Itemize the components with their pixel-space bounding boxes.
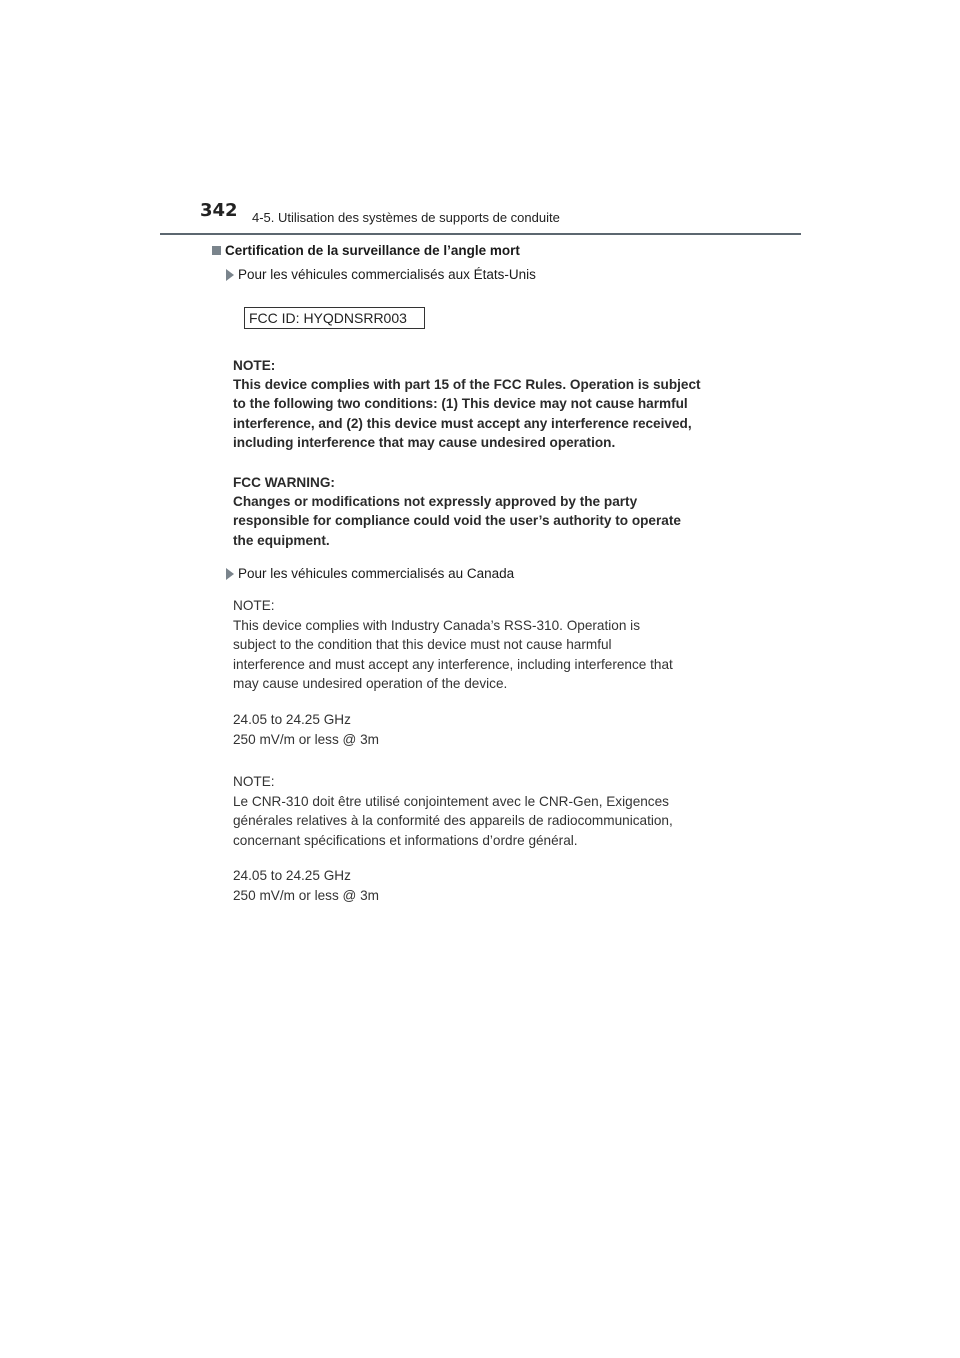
square-bullet-icon — [212, 246, 221, 255]
fcc-warning-line: Changes or modifications not expressly approved by the party — [233, 494, 638, 510]
spec-line: 24.05 to 24.25 GHz — [233, 712, 351, 727]
spec-line: 250 mV/m or less @ 3m — [233, 887, 380, 903]
section-heading-text: Certification de la surveillance de l’angle mort — [225, 243, 520, 258]
section-title: 4-5. Utilisation des systèmes de supports de conduite — [252, 210, 560, 225]
fcc-note-line: to the following two conditions: (1) This device may not cause harmful — [233, 396, 688, 412]
canada-intro — [226, 566, 514, 581]
usa-intro-text: Pour les véhicules commercialisés aux États-Unis — [238, 267, 536, 282]
page-header — [200, 200, 800, 236]
fcc-id-label: FCC ID: HYQDNSRR003 — [244, 307, 425, 329]
ic-note-line: Le CNR-310 doit être utilisé conjointement avec le CNR-Gen, Exigences — [233, 793, 669, 809]
section-heading — [212, 243, 520, 258]
ic-note-english — [233, 596, 673, 694]
fcc-note-line: including interference that may cause undesired operation. — [233, 434, 616, 450]
ic-note-line: subject to the condition that this device must not cause harmful — [233, 637, 612, 652]
canada-intro-text: Pour les véhicules commercialisés au Canada — [238, 566, 515, 581]
ic-note-line: may cause undesired operation of the device. — [233, 676, 508, 691]
fcc-note-line: This device complies with part 15 of the FCC Rules. Operation is subject — [233, 377, 701, 393]
usa-intro — [226, 267, 536, 282]
frequency-spec-1 — [233, 710, 379, 749]
fcc-warning-line: responsible for compliance could void the user’s authority to operate — [233, 513, 681, 529]
header-divider — [160, 233, 801, 235]
ic-note-french — [233, 772, 673, 850]
page-number: 342 — [200, 200, 238, 221]
ic-note-line: interference and must accept any interference, including interference that — [233, 656, 673, 672]
fcc-note-line: interference, and (2) this device must accept any interference received, — [233, 415, 692, 431]
triangle-bullet-icon — [226, 568, 234, 580]
spec-line: 250 mV/m or less @ 3m — [233, 731, 380, 747]
fcc-note-line: NOTE: — [233, 358, 276, 373]
ic-note-line: This device complies with Industry Canada’s RSS-310. Operation is — [233, 617, 640, 633]
fcc-note — [233, 356, 701, 452]
fcc-warning-line: FCC WARNING: — [233, 475, 335, 490]
spec-line: 24.05 to 24.25 GHz — [233, 868, 351, 883]
fcc-warning — [233, 473, 681, 550]
fcc-warning-line: the equipment. — [233, 532, 330, 548]
ic-note-line: NOTE: — [233, 598, 275, 613]
triangle-bullet-icon — [226, 269, 234, 281]
ic-note-line: NOTE: — [233, 774, 275, 789]
ic-note-line: générales relatives à la conformité des appareils de radiocommunication, — [233, 813, 673, 828]
ic-note-line: concernant spécifications et informations d’ordre général. — [233, 832, 578, 848]
frequency-spec-2 — [233, 866, 379, 905]
